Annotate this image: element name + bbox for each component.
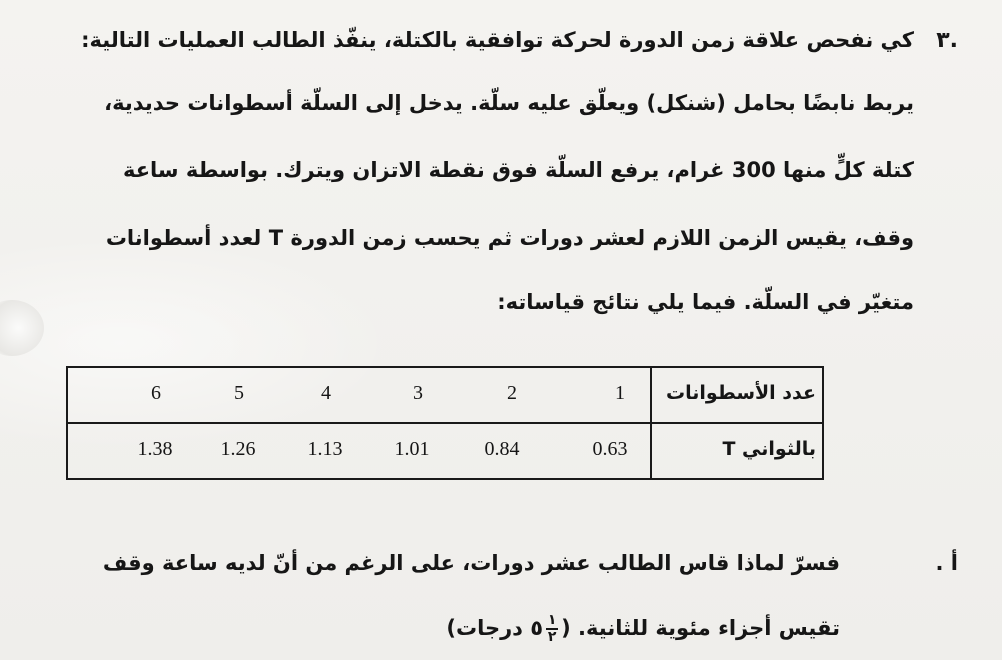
- question-line-4: وقف، يقيس الزمن اللازم لعشر دورات ثم يحسب زمن الدورة T لعدد أسطوانات: [105, 226, 914, 250]
- subquestion-line-2: [446, 614, 840, 644]
- subquestion-line-2-text: تقيس أجزاء مئوية للثانية.: [578, 616, 840, 640]
- table-cell-period-2: 0.84: [484, 438, 520, 460]
- table-cell-period-4: 1.13: [307, 438, 343, 460]
- table-cell-cylinders-5: 5: [234, 382, 244, 404]
- points-text: ٥ درجات): [446, 616, 544, 640]
- row-header-period: بالثواني T: [722, 438, 816, 460]
- points-open-paren: (: [561, 616, 571, 640]
- half-fraction: [546, 614, 558, 644]
- question-line-3: [123, 158, 914, 182]
- question-line-5: متغيّر في السلّة. فيما يلي نتائج قياساته:: [497, 290, 914, 314]
- question-line-1: كي نفحص علاقة زمن الدورة لحركة توافقية بالكتلة، ينفّذ الطالب العمليات التالية:: [81, 28, 914, 52]
- table-cell-cylinders-3: 3: [413, 382, 423, 404]
- subquestion-label: أ .: [935, 551, 958, 575]
- table-cell-cylinders-4: 4: [321, 382, 331, 404]
- table-cell-period-1: 0.63: [592, 438, 628, 460]
- fraction-numerator: ١: [547, 612, 557, 628]
- table-cell-period-3: 1.01: [394, 438, 430, 460]
- table-cell-cylinders-2: 2: [507, 382, 517, 404]
- fraction-denominator: ٢: [547, 629, 557, 645]
- table-cell-period-6: 1.38: [137, 438, 173, 460]
- question-number: .٣: [936, 28, 958, 53]
- question-line-2: يربط نابضًا بحامل (شنكل) ويعلّق عليه سلّة. يدخل إلى السلّة أسطوانات حديدية،: [104, 91, 914, 115]
- table-cell-cylinders-1: 1: [615, 382, 625, 404]
- table-cell-cylinders-6: 6: [151, 382, 161, 404]
- subquestion-line-1: فسرّ لماذا قاس الطالب عشر دورات، على الرغم من أنّ لديه ساعة وقف: [102, 551, 840, 575]
- row-header-cylinders: عدد الأسطوانات: [666, 382, 816, 404]
- table-cell-period-5: 1.26: [220, 438, 256, 460]
- table-row-divider: [68, 422, 822, 424]
- results-table: [66, 366, 824, 480]
- question-line-3-text: كتلة كلٍّ منها 300 غرام، يرفع السلّة فوق نقطة الاتزان ويترك. بواسطة ساعة: [122, 158, 914, 182]
- punch-hole: [0, 300, 44, 356]
